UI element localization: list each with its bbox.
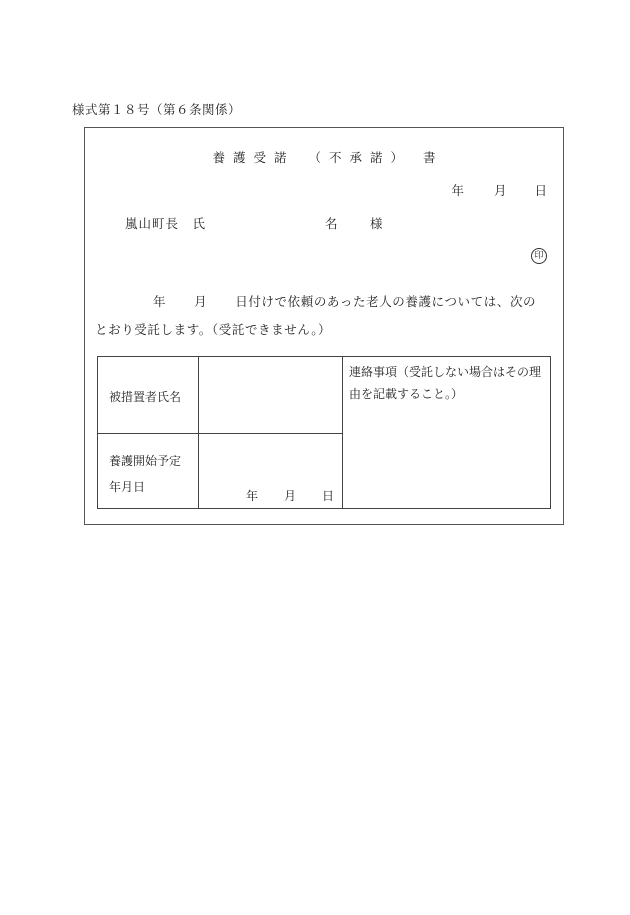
person-name-label-cell bbox=[98, 357, 199, 434]
start-date-ymd bbox=[246, 487, 334, 504]
start-date-label-cell bbox=[98, 434, 199, 509]
body-line-1-text: 日付けで依頼のあった老人の養護については、次の bbox=[235, 294, 537, 309]
addressee-name: 名 様 bbox=[325, 216, 393, 231]
addressee-title: 嵐山町長 氏 bbox=[125, 216, 207, 231]
title-refusal: （不承諾） bbox=[308, 150, 411, 165]
body-text bbox=[95, 288, 553, 344]
document-title bbox=[85, 148, 563, 166]
addressee bbox=[125, 214, 393, 232]
start-date-label-line1: 養護開始予定 bbox=[109, 454, 182, 468]
person-name-label: 被措置者氏名 bbox=[109, 390, 182, 404]
start-year: 年 bbox=[245, 489, 258, 503]
issue-date bbox=[451, 181, 547, 199]
body-year: 年 bbox=[153, 294, 167, 309]
start-month: 月 bbox=[283, 489, 296, 503]
form-number: 様式第１８号（第６条関係） bbox=[72, 102, 242, 117]
notes-label: 連絡事項（受託しない場合はその理由を記載すること。） bbox=[349, 365, 542, 401]
title-suffix: 書 bbox=[423, 150, 436, 165]
title-main: 養護受諾 bbox=[212, 150, 295, 165]
body-month: 月 bbox=[194, 294, 208, 309]
person-name-field[interactable] bbox=[199, 357, 343, 434]
form-frame bbox=[84, 127, 564, 525]
seal-mark: 印 bbox=[531, 248, 547, 264]
start-day: 日 bbox=[321, 489, 334, 503]
info-table bbox=[97, 356, 551, 509]
body-line-2: とおり受託します。（受託できません。） bbox=[95, 322, 332, 337]
start-date-label-line2: 年月日 bbox=[109, 480, 146, 494]
start-date-field[interactable] bbox=[199, 434, 343, 509]
date-year: 年 bbox=[451, 183, 464, 198]
date-month: 月 bbox=[493, 183, 507, 198]
date-day: 日 bbox=[534, 183, 547, 198]
body-line-1 bbox=[95, 288, 553, 316]
notes-field[interactable] bbox=[343, 357, 551, 509]
